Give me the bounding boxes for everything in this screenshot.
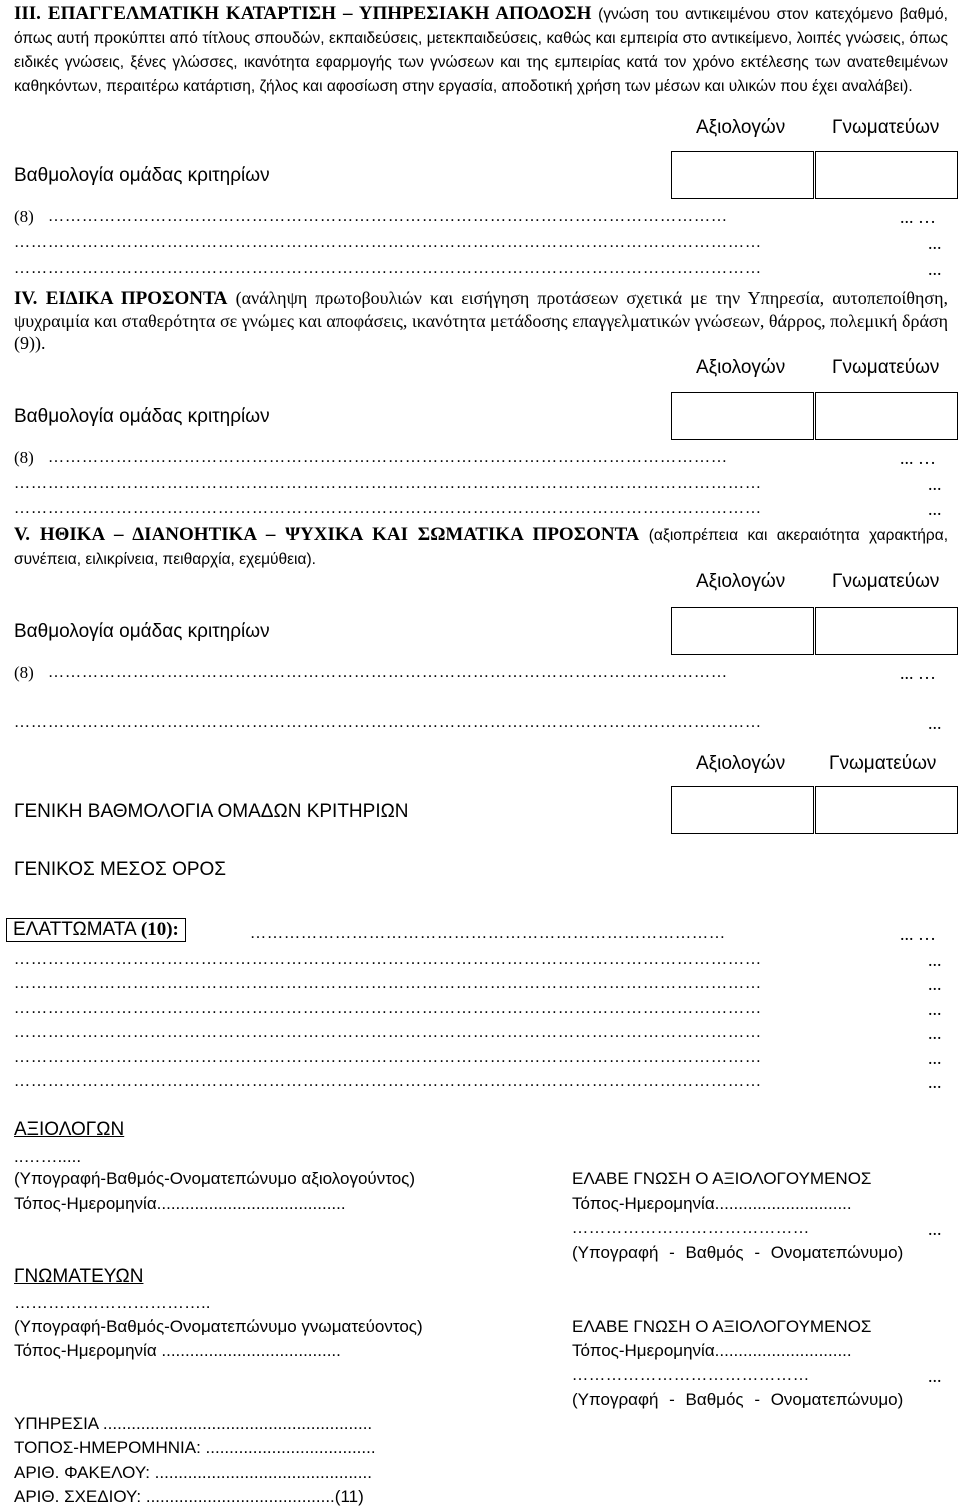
- section-4-paragraph: [14, 287, 948, 354]
- footer-service[interactable]: ΥΠΗΡΕΣΙΑ .........................................................: [14, 1414, 373, 1433]
- ack-2-signature-label: (Υπογραφή - Βαθμός - Ονοματεπώνυμο): [572, 1390, 904, 1409]
- defects-label: ΕΛΑΤΤΩΜΑΤΑ: [13, 919, 136, 940]
- footer-folder-number[interactable]: ΑΡΙΘ. ΦΑΚΕΛΟΥ: ..............................................: [14, 1463, 372, 1482]
- section-5-fill-line-1[interactable]: …………………………………………………………………………………………………………: [48, 664, 728, 681]
- ack-1-heading: ΕΛΑΒΕ ΓΝΩΣΗ Ο ΑΞΙΟΛΟΓΟΥΜΕΝΟΣ: [572, 1169, 872, 1188]
- ack-2-heading: ΕΛΑΒΕ ΓΝΩΣΗ Ο ΑΞΙΟΛΟΓΟΥΜΕΝΟΣ: [572, 1317, 872, 1336]
- general-score-label: ΓΕΝΙΚΗ ΒΑΘΜΟΛΟΓΙΑ ΟΜΑΔΩΝ ΚΡΙΤΗΡΙΩΝ: [14, 801, 409, 822]
- section-5-evaluator-score-box[interactable]: [671, 607, 814, 655]
- reviewer-signature-label: (Υπογραφή-Βαθμός-Ονοματεπώνυμο γνωματεύοντος): [14, 1317, 423, 1336]
- section-5-reviewer-score-box[interactable]: [815, 607, 958, 655]
- defects-fill-line-2[interactable]: ……………………………………………………………………………………………………………………: [14, 951, 762, 968]
- defects-fill-line-7-end: ...: [928, 1072, 942, 1092]
- reviewer-heading: ΓΝΩΜΑΤΕΥΩΝ: [14, 1266, 144, 1287]
- defects-fill-line-1[interactable]: …………………………………………………………………………: [250, 925, 726, 942]
- ack-1-signature-line[interactable]: ……………………………………: [572, 1220, 810, 1237]
- section-5-evaluator-label: Αξιολογών: [696, 571, 786, 592]
- defects-fill-line-7[interactable]: ……………………………………………………………………………………………………………………: [14, 1073, 762, 1090]
- reviewer-place-date[interactable]: Τόπος-Ημερομηνία ......................................: [14, 1341, 341, 1360]
- ack-2-signature-line-end: ...: [928, 1366, 942, 1386]
- section-4-score-label: Βαθμολογία ομάδας κριτηρίων: [14, 406, 270, 427]
- defects-fill-line-2-end: ...: [928, 950, 942, 970]
- totals-reviewer-label: Γνωματεύων: [829, 753, 937, 774]
- section-4-reviewer-score-box[interactable]: [815, 392, 958, 440]
- ack-1-signature-line-end: ...: [928, 1219, 942, 1239]
- section-4-evaluator-score-box[interactable]: [671, 392, 814, 440]
- section-3-score-label: Βαθμολογία ομάδας κριτηρίων: [14, 165, 270, 186]
- section-4-evaluator-label: Αξιολογών: [696, 357, 786, 378]
- section-5-fill-line-2-end: ...: [928, 713, 942, 733]
- section-3-fill-line-1-end: ... …: [900, 207, 936, 227]
- ack-1-signature-label: (Υπογραφή - Βαθμός - Ονοματεπώνυμο): [572, 1243, 904, 1262]
- defects-label-box: [6, 918, 186, 942]
- defects-fill-line-6[interactable]: ……………………………………………………………………………………………………………………: [14, 1049, 762, 1066]
- defects-note: (10):: [140, 919, 179, 940]
- section-3-fill-line-2-end: ...: [928, 233, 942, 253]
- section-4-note-label: (8): [14, 448, 34, 467]
- defects-fill-line-4[interactable]: ……………………………………………………………………………………………………………………: [14, 1000, 762, 1017]
- general-evaluator-score-box[interactable]: [671, 786, 814, 834]
- evaluator-signature-line[interactable]: ..…….....: [14, 1147, 82, 1166]
- section-4-fill-line-3[interactable]: ……………………………………………………………………………………………………………………: [14, 500, 762, 517]
- section-3-fill-line-3-end: ...: [928, 259, 942, 279]
- footer-place-date[interactable]: ΤΟΠΟΣ-ΗΜΕΡΟΜΗΝΙΑ: ....................................: [14, 1438, 376, 1457]
- section-5-fill-line-1-end: ... …: [900, 663, 936, 683]
- section-4-fill-line-1-end: ... …: [900, 448, 936, 468]
- section-3-paragraph: [14, 2, 948, 98]
- evaluator-heading: ΑΞΙΟΛΟΓΩΝ: [14, 1119, 125, 1140]
- section-4-description: (ανάληψη πρωτοβουλιών και εισήγηση προτάσεων σχετικά με την Υπηρεσία, αυτοπεποίθηση, ψυχραιμία και σταθερότητα σε γνώμες και αποφάσεις, ικανότητα μετάδοσης επαγγελματικών γνώσεων, θάρρος, πολεμική δράση (9)).: [14, 288, 949, 353]
- section-5-reviewer-label: Γνωματεύων: [832, 571, 940, 592]
- section-4-reviewer-label: Γνωματεύων: [832, 357, 940, 378]
- defects-fill-line-5-end: ...: [928, 1023, 942, 1043]
- section-3-note-label: (8): [14, 207, 34, 226]
- defects-fill-line-4-end: ...: [928, 999, 942, 1019]
- section-3-description: (γνώση του αντικειμένου στον κατεχόμενο βαθμό, όπως αυτή προκύπτει από τίτλους σπουδών, εκπαιδεύσεις, μετεκπαιδεύσεις, καθώς και εμπειρία στο αντικείμενο, λοιπές γνώσεις, όπως ειδικές γνώσεις, ξένες γλώσσες, ικανότητα εφαρμογής των γνώσεων και της εμπειρίας κατά τον χρόνο εκτέλεσης των ανατεθειμένων καθηκόντων, περαιτέρω κατάρτιση, ζήλος και αφοσίωση στην εργασία, αποδοτική χρήση των μέσων και υλικών που έχει αναλάβει).: [14, 6, 948, 95]
- section-5-description: (αξιοπρέπεια και ακεραιότητα χαρακτήρα, συνέπεια, ειλικρίνεια, πειθαρχία, εχεμύθεια).: [14, 527, 949, 568]
- defects-fill-line-3-end: ...: [928, 974, 942, 994]
- totals-evaluator-label: Αξιολογών: [696, 753, 786, 774]
- evaluator-signature-label: (Υπογραφή-Βαθμός-Ονοματεπώνυμο αξιολογούντος): [14, 1169, 416, 1188]
- section-5-note-label: (8): [14, 663, 34, 682]
- section-4-fill-line-3-end: ...: [928, 499, 942, 519]
- section-4-fill-line-2-end: ...: [928, 474, 942, 494]
- section-3-evaluator-score-box[interactable]: [671, 151, 814, 199]
- general-reviewer-score-box[interactable]: [815, 786, 958, 834]
- footer-draft-number[interactable]: ΑΡΙΘ. ΣΧΕΔΙΟΥ: ........................................(11): [14, 1487, 364, 1506]
- section-5-paragraph: [14, 523, 948, 571]
- section-3-title: III. ΕΠΑΓΓΕΛΜΑΤΙΚΗ ΚΑΤΑΡΤΙΣΗ – ΥΠΗΡΕΣΙΑΚΗ ΑΠΟΔΟΣΗ: [14, 3, 592, 24]
- defects-fill-line-1-end: ... …: [900, 924, 936, 944]
- section-3-reviewer-score-box[interactable]: [815, 151, 958, 199]
- defects-fill-line-6-end: ...: [928, 1048, 942, 1068]
- defects-fill-line-3[interactable]: ……………………………………………………………………………………………………………………: [14, 975, 762, 992]
- section-5-score-label: Βαθμολογία ομάδας κριτηρίων: [14, 621, 270, 642]
- section-4-fill-line-1[interactable]: …………………………………………………………………………………………………………: [48, 449, 728, 466]
- section-3-fill-line-2[interactable]: ……………………………………………………………………………………………………………………: [14, 234, 762, 251]
- section-5-title: V. ΗΘΙΚΑ – ΔΙΑΝΟΗΤΙΚΑ – ΨΥΧΙΚΑ ΚΑΙ ΣΩΜΑΤΙΚΑ ΠΡΟΣΟΝΤΑ: [14, 524, 640, 545]
- section-4-fill-line-2[interactable]: ……………………………………………………………………………………………………………………: [14, 475, 762, 492]
- section-3-fill-line-3[interactable]: ……………………………………………………………………………………………………………………: [14, 260, 762, 277]
- ack-2-signature-line[interactable]: ……………………………………: [572, 1367, 810, 1384]
- section-3-evaluator-label: Αξιολογών: [696, 117, 786, 138]
- section-4-title: IV. ΕΙΔΙΚΑ ΠΡΟΣΟΝΤΑ: [14, 288, 228, 309]
- reviewer-signature-line[interactable]: ……………………………..: [14, 1293, 211, 1312]
- general-average-label: ΓΕΝΙΚΟΣ ΜΕΣΟΣ ΟΡΟΣ: [14, 859, 227, 880]
- ack-1-place-date[interactable]: Τόπος-Ημερομηνία.............................: [572, 1194, 852, 1213]
- section-5-fill-line-2[interactable]: ……………………………………………………………………………………………………………………: [14, 714, 762, 731]
- section-3-fill-line-1[interactable]: …………………………………………………………………………………………………………: [48, 208, 728, 225]
- evaluator-place-date[interactable]: Τόπος-Ημερομηνία........................................: [14, 1194, 346, 1213]
- ack-2-place-date[interactable]: Τόπος-Ημερομηνία.............................: [572, 1341, 852, 1360]
- section-3-reviewer-label: Γνωματεύων: [832, 117, 940, 138]
- defects-fill-line-5[interactable]: ……………………………………………………………………………………………………………………: [14, 1024, 762, 1041]
